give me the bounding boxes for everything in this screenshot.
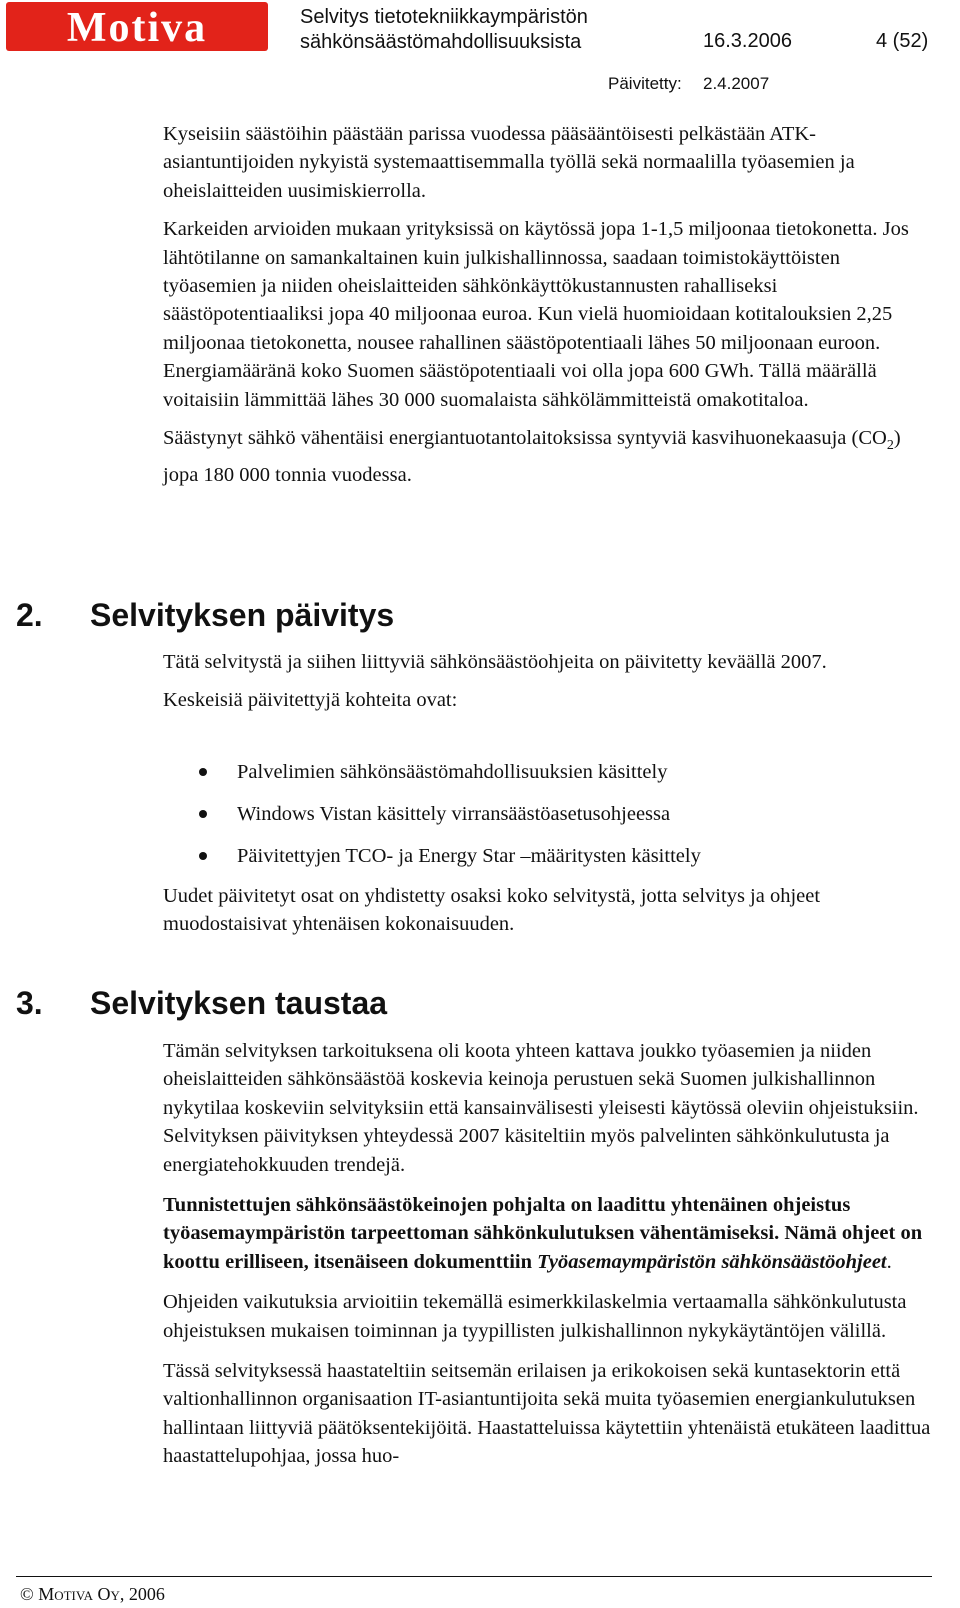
doc-title-line2: sähkönsäästömahdollisuuksista (300, 31, 582, 53)
footer-year: , 2006 (119, 1584, 165, 1604)
section-3-paragraph-2 (163, 1191, 933, 1276)
list-item (163, 758, 933, 786)
intro-block (163, 120, 933, 489)
section-2-outro (163, 882, 933, 939)
section-3-heading (16, 985, 387, 1022)
intro-paragraph-3 (163, 424, 933, 489)
doc-title-line1: Selvitys tietotekniikkaympäristön (300, 6, 588, 28)
intro-p3-before: Säästynyt sähkö vähentäisi energiantuotantolaitoksissa syntyviä kasvihuonekaasuja (CO (163, 427, 887, 450)
section-3-paragraph-3: Ohjeiden vaikutuksia arvioitiin tekemällä esimerkkilaskelmia vertaamalla sähkönkulutusta ohjeistuksen mukaisen toiminnan ja tyypillisten julkishallinnon nykykäytäntöjen välillä. (163, 1291, 907, 1342)
section-3-p2-end: . (886, 1250, 892, 1273)
section-3-title: Selvityksen taustaa (90, 985, 388, 1021)
page-number: 4 (52) (876, 30, 929, 52)
bullet-text: Palvelimien sähkönsäästömahdollisuuksien käsittely (237, 761, 668, 783)
list-item (163, 800, 933, 828)
section-2-bullet-list (163, 758, 933, 870)
section-3-number: 3. (16, 985, 43, 1021)
section-3-p2-italic: Työasemaympäristön sähkönsäästöohjeet (537, 1250, 887, 1273)
updated-label: Päivitetty: (608, 74, 682, 93)
bullet-text: Päivitettyjen TCO- ja Energy Star –määritysten käsittely (237, 845, 701, 867)
section-2-paragraph-2: Keskeisiä päivitettyjä kohteita ovat: (163, 689, 458, 712)
logo-text: Motiva (66, 5, 208, 51)
footer-rule (16, 1576, 932, 1577)
footer-copyright (20, 1583, 165, 1605)
section-2-paragraph-1: Tätä selvitystä ja siihen liittyviä sähkönsäästöohjeita on päivitetty keväällä 2007. (163, 651, 827, 673)
section-3-body (163, 1037, 933, 1471)
copyright-symbol: © (20, 1584, 39, 1604)
intro-paragraph-1: Kyseisiin säästöihin päästään parissa vuodessa pääsääntöisesti pelkästään ATK-asiantuntijoiden nykyistä systemaattisemmalla työllä sekä normaalilla työasemien ja oheislaitteiden uusimiskierrolla. (163, 123, 855, 202)
intro-paragraph-2: Karkeiden arvioiden mukaan yrityksissä on käytössä jopa 1-1,5 miljoonaa tietokonetta. Jos lähtötilanne on samankaltainen kuin julkishallinnossa, saadaan toimistokäyttöisten työasemien ja niiden oheislaitteiden sähkönkäyttökustannusten rahalliseksi säästöpotentiaaliksi jopa 40 miljoonaa euroa. Kun vielä huomioidaan kotitalouksien 2,25 miljoonaa tietokonetta, nousee rahallinen säästöpotentiaali lähes 50 miljoonaan euroon. Energiamääränä koko Suomen säästöpotentiaali voi olla jopa 600 GWh. Tällä määrällä voitaisiin lämmittää lähes 30 000 suomalaista sähkölämmitteistä omakotitaloa. (163, 218, 909, 411)
section-2-intro (163, 648, 933, 715)
section-3-paragraph-1: Tämän selvityksen tarkoituksena oli koota yhteen kattava joukko työasemien ja niiden oheislaitteiden sähkönsäästöä koskevia keinoja perustuen sekä Suomen julkishallinnon nykytilaa koskeviin selvityksiin että kansainvälisesti yleisesti käytössä oleviin ohjeistuksiin. Selvityksen päivityksen yhteydessä 2007 käsiteltiin myös palvelinten sähkönkulutusta ja energiatehokkuuden trendejä. (163, 1040, 919, 1176)
co2-subscript: 2 (886, 438, 894, 454)
bullet-text: Windows Vistan käsittely virransäästöasetusohjeessa (237, 803, 671, 825)
section-2-number: 2. (16, 597, 43, 633)
section-2-paragraph-3: Uudet päivitetyt osat on yhdistetty osaksi koko selvitystä, jotta selvitys ja ohjeet muodostaisivat yhtenäisen kokonaisuuden. (163, 885, 821, 936)
motiva-logo (6, 2, 268, 51)
section-2-heading (16, 597, 394, 634)
bullet-icon (199, 810, 207, 818)
doc-date: 16.3.2006 (703, 30, 792, 52)
section-3-p2-bold: Tunnistettujen sähkönsäästökeinojen pohjalta on laadittu yhtenäinen ohjeistus työasemaympäristön tarpeettoman sähkönkulutuksen vähentämiseksi. Nämä ohjeet on koottu erilliseen, itsenäiseen dokumenttiin (163, 1194, 923, 1273)
bullet-icon (199, 852, 207, 860)
intro-p3-after: ) jopa 180 000 tonnia vuodessa. (163, 427, 901, 486)
section-3-paragraph-4: Tässä selvityksessä haastateltiin seitsemän erilaisen ja erikokoisen sekä kuntasektorin että valtionhallinnon organisaation IT-asiantuntijoita sekä muita työasemien energiankulutuksen hallintaan liittyviä päätöksentekijöitä. Haastatteluissa käytettiin yhtenäistä etukäteen laadittua haastattelupohjaa, jossa huo- (163, 1360, 931, 1468)
section-2-title: Selvityksen päivitys (90, 597, 395, 633)
list-item (163, 842, 933, 870)
updated-date: 2.4.2007 (703, 74, 770, 93)
footer-company: Motiva Oy (38, 1584, 120, 1604)
bullet-icon (199, 768, 207, 776)
